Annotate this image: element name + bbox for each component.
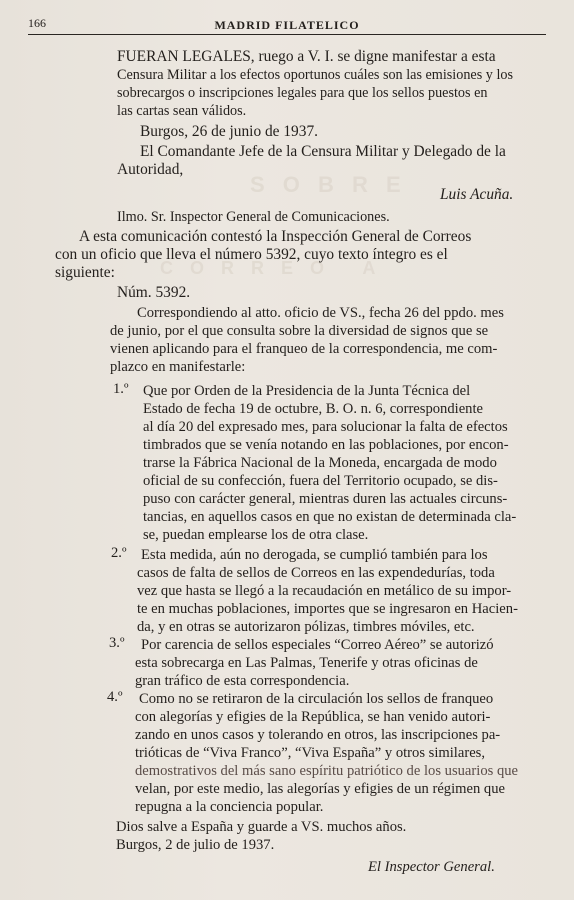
point-line: oficial de su confección, fuera del Territorio ocupado, se dis- [143,473,498,489]
point-marker: 4.º [107,689,123,705]
point-line: gran tráfico de esta correspondencia. [135,673,350,689]
letter-addressee: Ilmo. Sr. Inspector General de Comunicaciones. [117,209,390,225]
point-line: repugna a la conciencia popular. [135,799,324,815]
point-line: trarse la Fábrica Nacional de la Moneda, encargada de modo [143,455,497,471]
sender-line: El Comandante Jefe de la Censura Militar y Delegado de la [140,143,506,160]
point-line: al día 20 del expresado mes, para solucionar la falta de efectos [143,419,508,435]
reply-line: plazco en manifestarle: [110,359,246,375]
point-line: demostrativos del más sano espíritu patriótico de los usuarios que [135,763,519,779]
point-marker: 1.º [113,381,129,397]
sender-line: Autoridad, [117,161,184,178]
point-line: Esta medida, aún no derogada, se cumplió también para los [141,547,488,563]
intro-line: con un oficio que lleva el número 5392, cuyo texto íntegro es el [55,246,448,263]
point-line: Estado de fecha 19 de octubre, B. O. n. 6, correspondiente [143,401,484,417]
point-line: se, puedan emplearse los de otra clase. [143,527,369,543]
letter-line: las cartas sean válidos. [117,103,247,119]
letter-signature: Luis Acuña. [440,186,514,203]
point-line: puso con carácter general, mientras duren las actuales circuns- [143,491,508,507]
reply-line: Correspondiendo al atto. oficio de VS., fecha 26 del ppdo. mes [137,305,504,321]
point-line: Por carencia de sellos especiales “Correo Aéreo” se autorizó [141,637,494,653]
point-line: esta sobrecarga en Las Palmas, Tenerife y otras oficinas de [135,655,478,671]
bleed-through-mark: C O R R E O A [160,258,382,278]
page-number: 166 [28,16,46,30]
point-line: con alegorías y efigies de la República, se han venido autori- [135,709,491,725]
point-line: trióticas de “Viva Franco”, “Viva España” y otros similares, [135,745,485,761]
point-marker: 2.º [111,545,127,561]
point-line: timbrados que se venía notando en las poblaciones, por encon- [143,437,509,453]
point-line: casos de falta de sellos de Correos en las expendedurías, toda [137,565,495,581]
letter-line: sobrecargos o inscripciones legales para que los sellos puestos en [117,85,488,101]
letter-date: Burgos, 26 de junio de 1937. [140,123,318,140]
reply-line: vienen aplicando para el franqueo de la correspondencia, me com- [110,341,498,357]
point-line: te en muchas poblaciones, importes que se ingresaron en Hacien- [137,601,518,617]
point-line: zando en unos casos y tolerando en otros, las inscripciones pa- [135,727,501,743]
point-line: velan, por este medio, las alegorías y efigies de un régimen que [135,781,505,797]
letter-line: FUERAN LEGALES, ruego a V. I. se digne manifestar a esta [117,48,496,65]
point-line: da, y en otras se autorizaron pólizas, timbres móviles, etc. [137,619,475,635]
intro-line: siguiente: [55,264,115,281]
reply-signature: El Inspector General. [368,859,495,875]
journal-title: MADRID FILATELICO [214,18,360,32]
point-line: Que por Orden de la Presidencia de la Junta Técnica del [143,383,471,399]
reply-line: de junio, por el que consulta sobre la diversidad de signos que se [110,323,489,339]
closing-line: Dios salve a España y guarde a VS. muchos años. [116,819,407,835]
bleed-through-mark: S O B R E [250,172,407,197]
point-line: vez que hasta se llegó a la recaudación en metálico de su impor- [137,583,512,599]
point-line: tancias, en aquellos casos en que no existan de determinada cla- [143,509,517,525]
intro-line: A esta comunicación contestó la Inspección General de Correos [79,228,472,245]
reply-number: Núm. 5392. [117,284,191,301]
reply-date: Burgos, 2 de julio de 1937. [116,837,275,853]
point-marker: 3.º [109,635,125,651]
letter-line: Censura Militar a los efectos oportunos cuáles son las emisiones y los [117,67,513,83]
point-line: Como no se retiraron de la circulación los sellos de franqueo [139,691,494,707]
